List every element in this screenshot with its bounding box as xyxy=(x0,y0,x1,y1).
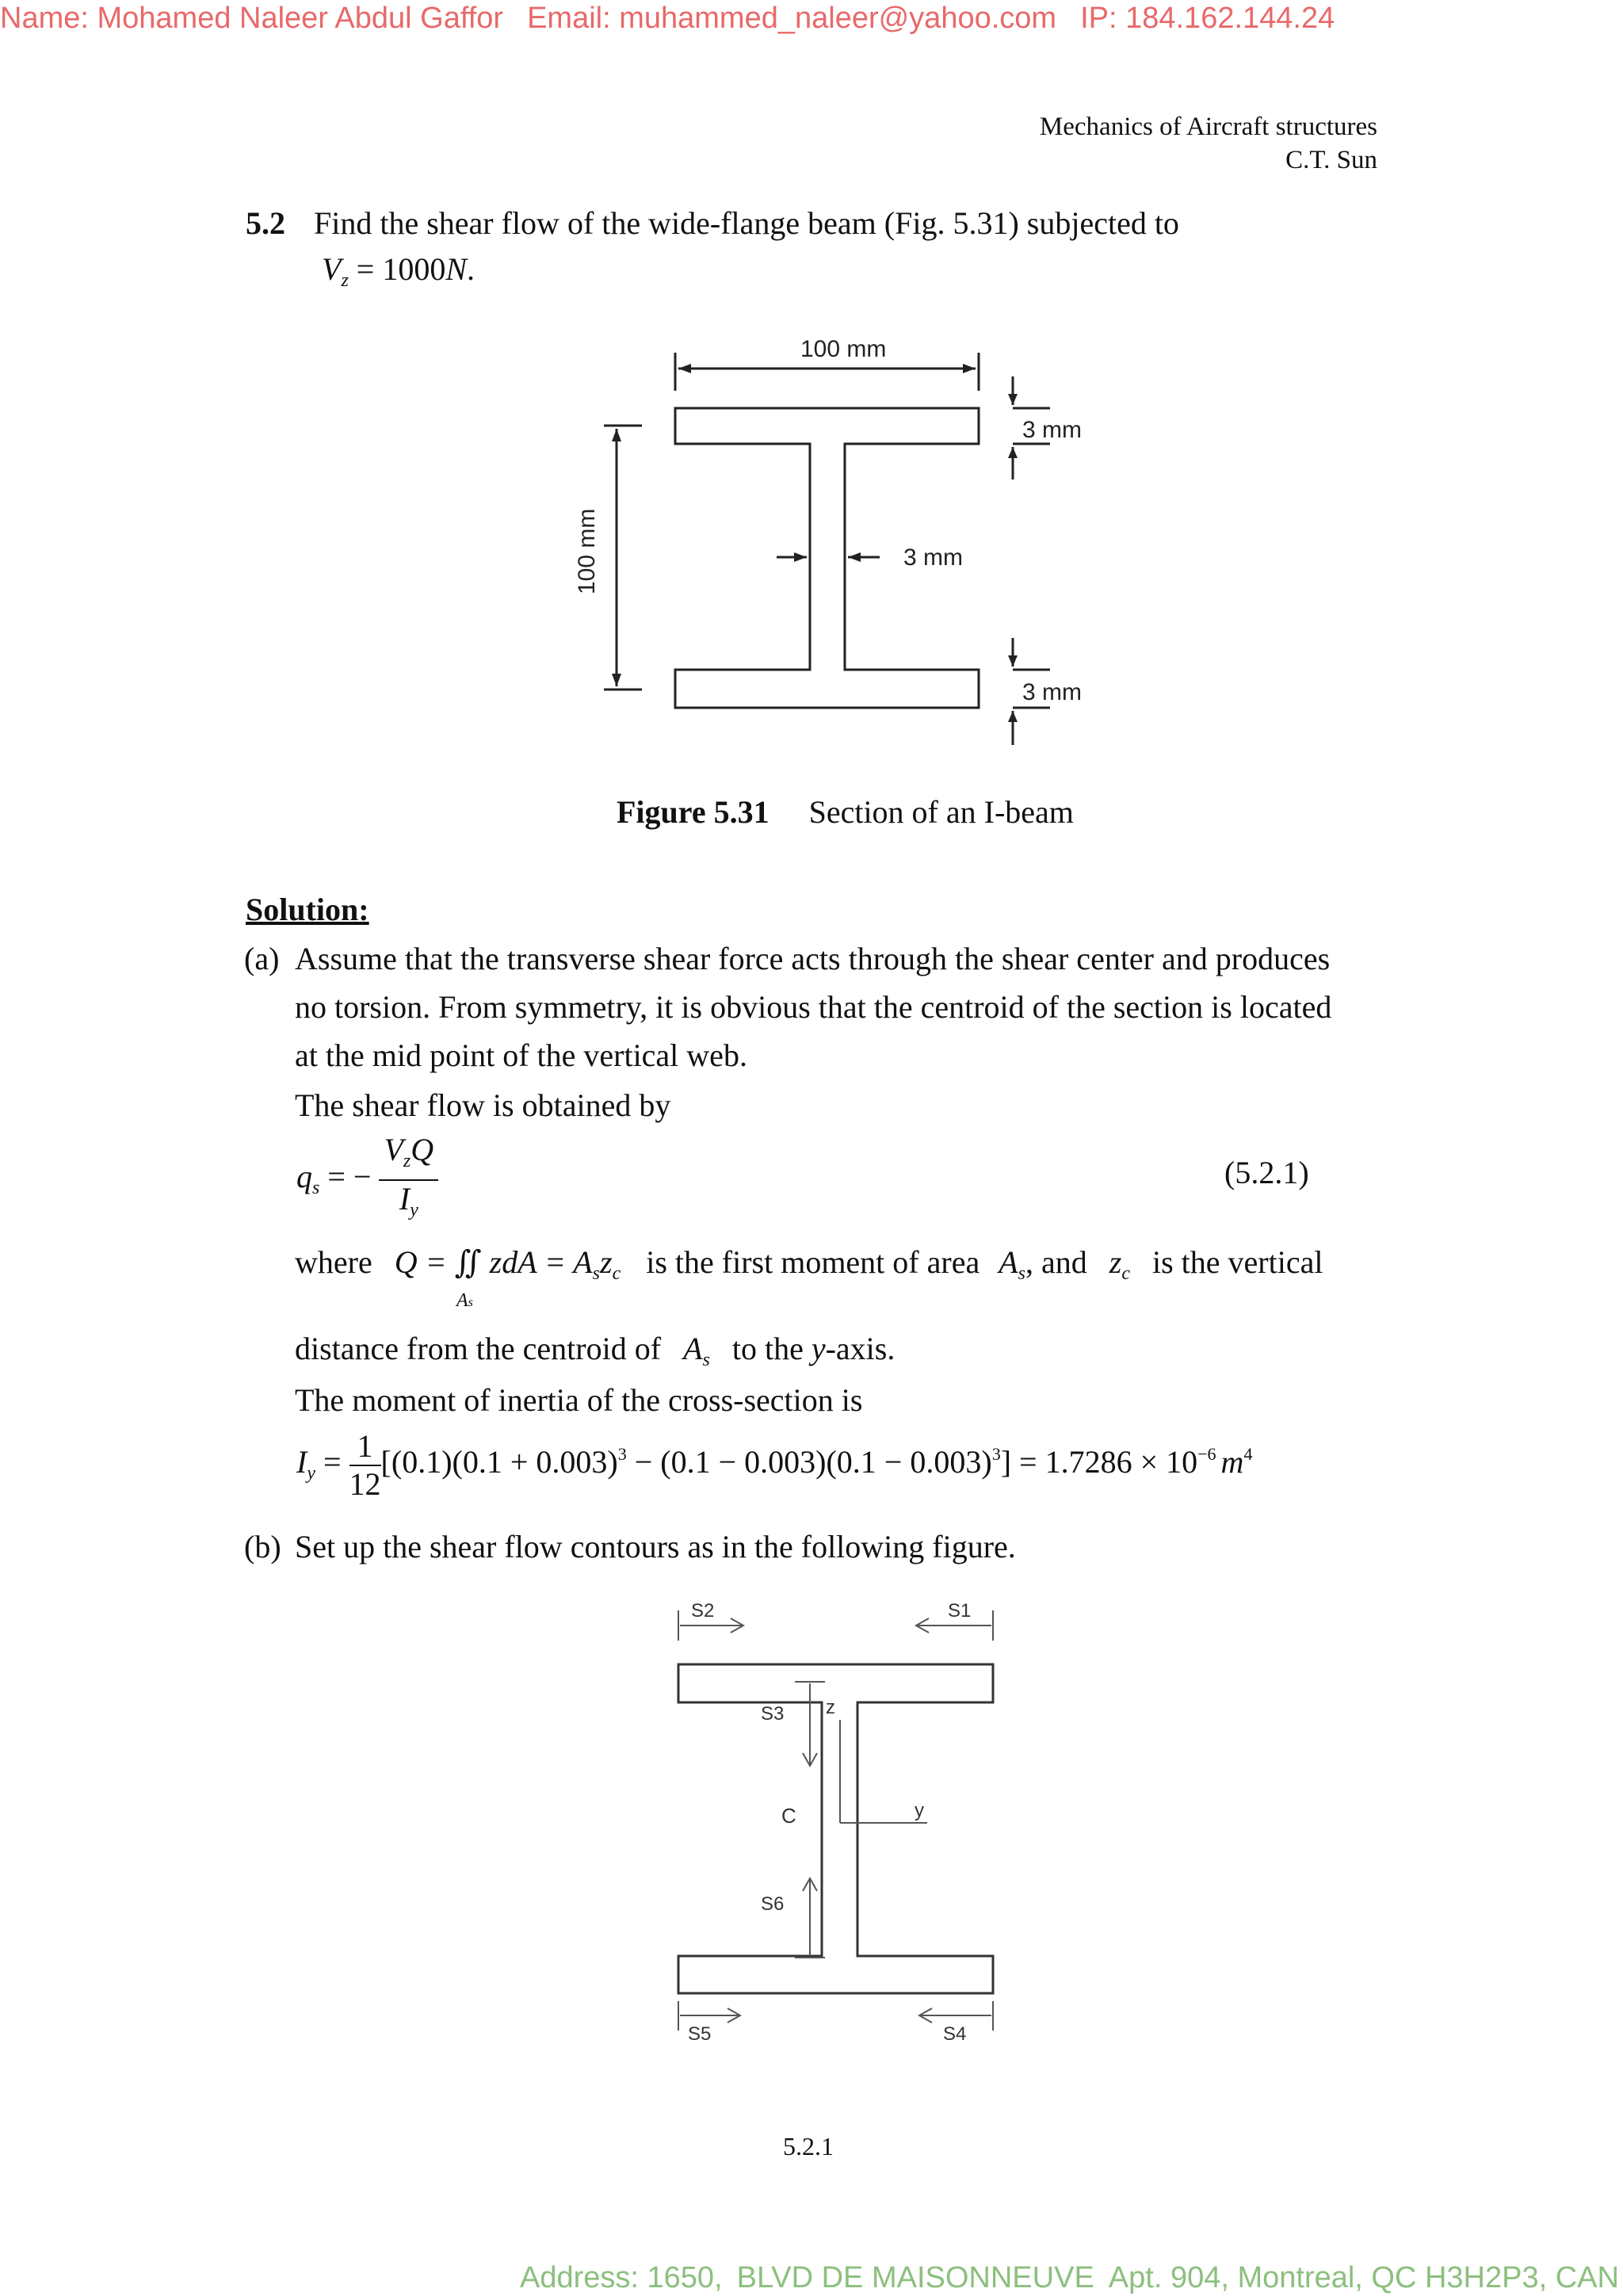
problem-load: $V_z = 1000N$. xyxy=(322,251,475,291)
where-line: where Q = ∬ zdA = $A_sz_c$ is the first moment of area $A_s$, and $z_c$ is the vertical xyxy=(295,1244,1323,1284)
label-z-axis: z xyxy=(826,1697,835,1718)
moment-intro: The moment of inertia of the cross-section is xyxy=(295,1382,863,1418)
part-b-label: (b) xyxy=(244,1529,281,1564)
figure-ibeam-dimensions xyxy=(555,329,1125,757)
part-a-line3: at the mid point of the vertical web. xyxy=(295,1037,747,1073)
problem-text: Find the shear flow of the wide-flange beam (Fig. 5.31) subjected to xyxy=(314,205,1179,241)
equation-number: (5.2.1) xyxy=(1224,1155,1309,1190)
figure-shear-flow-contours xyxy=(650,1593,1014,2045)
ibeam-contour-outline xyxy=(678,1664,993,1993)
watermark-name: Name: Mohamed Naleer Abdul Gaffor xyxy=(0,2,504,35)
label-s6: S6 xyxy=(761,1893,785,1915)
dim-web-label: 3 mm xyxy=(903,544,963,571)
figure1-caption: Figure 5.31 Section of an I-beam xyxy=(617,794,1074,830)
watermark-ip: IP: 184.162.144.24 xyxy=(1080,2,1335,35)
solution-heading: Solution: xyxy=(246,892,369,927)
integral-subscript: As xyxy=(456,1290,473,1311)
distance-line: distance from the centroid of $A_s$ to the y-axis. xyxy=(295,1331,896,1370)
page-number: 5.2.1 xyxy=(783,2132,834,2160)
watermark-address-rest: Apt. 904, Montreal, QC H3H2P3, CAN xyxy=(1108,2261,1619,2294)
part-a-label: (a) xyxy=(244,941,280,976)
problem-number: 5.2 xyxy=(246,205,285,241)
part-b-text: Set up the shear flow contours as in the following figure. xyxy=(295,1529,1016,1564)
dim-width-label: 100 mm xyxy=(800,336,887,362)
dim-top-flange-label: 3 mm xyxy=(1022,417,1082,443)
part-a-line2: no torsion. From symmetry, it is obvious that the centroid of the section is located xyxy=(295,989,1332,1025)
watermark-address-street: BLVD DE MAISONNEUVE xyxy=(736,2261,1094,2294)
watermark-address-label: Address: 1650, xyxy=(520,2261,723,2294)
problem-statement xyxy=(246,200,1179,247)
label-s4: S4 xyxy=(943,2023,967,2045)
shear-flow-intro: The shear flow is obtained by xyxy=(295,1087,671,1123)
equation-5-2-1: $q_s$ = − $\frac{V_zQ}{I_y}$ xyxy=(296,1132,438,1228)
watermark-top xyxy=(0,2,1358,36)
label-s2: S2 xyxy=(691,1600,715,1622)
label-s1: S1 xyxy=(948,1600,972,1622)
label-s3: S3 xyxy=(761,1703,785,1725)
label-y-axis: y xyxy=(915,1800,924,1821)
dim-height-label: 100 mm xyxy=(574,508,600,594)
label-s5: S5 xyxy=(688,2023,712,2045)
watermark-bottom xyxy=(520,2261,1619,2295)
watermark-email: Email: muhammed_naleer@yahoo.com xyxy=(527,2,1057,35)
header-author: C.T. Sun xyxy=(1285,146,1377,174)
label-centroid: C xyxy=(781,1804,796,1828)
equation-moment-of-inertia: $I_y$ = $\frac{1}{12}$ $[(0.1)(0.1 + 0.003)^3 - (0.1 - 0.003)(0.1 - 0.003)^3] = 1.7286 \times 10^{-6}$ $m^4$ xyxy=(296,1428,1253,1502)
header-book: Mechanics of Aircraft structures xyxy=(1039,113,1377,141)
part-a-line1: Assume that the transverse shear force acts through the shear center and produces xyxy=(295,941,1331,976)
dim-bottom-flange-label: 3 mm xyxy=(1022,679,1082,705)
